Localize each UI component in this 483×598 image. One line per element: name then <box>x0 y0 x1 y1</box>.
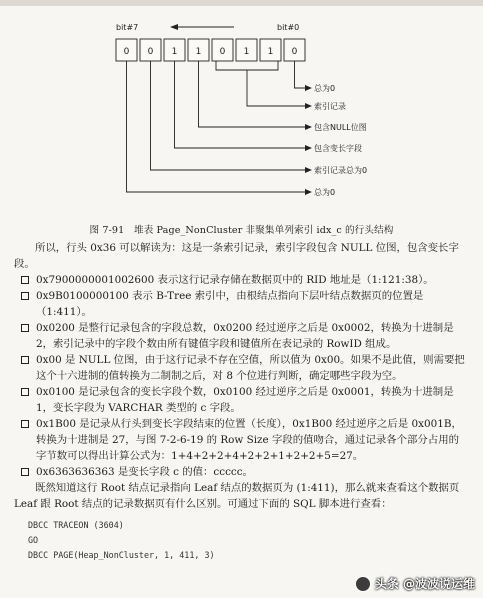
bit-cell-2 <box>236 39 257 61</box>
bit-cells <box>116 39 305 61</box>
code-line: GO <box>28 535 39 545</box>
code-line: DBCC PAGE(Heap_NonCluster, 1, 411, 3) <box>28 550 215 560</box>
checkbox-bullet-icon <box>21 388 29 396</box>
figure-caption: 图 7-91 堆表 Page_NonCluster 非聚集单列索引 idx_c 的行头结构 <box>89 225 394 236</box>
bullet-item <box>14 416 469 464</box>
label-bit0: 总为0 <box>314 84 336 93</box>
bit-cell-3 <box>212 39 233 61</box>
connector-bit6 <box>151 61 307 170</box>
watermark-text: 头条 @波波说运维 <box>374 577 475 591</box>
connector-arrowheads <box>305 85 312 195</box>
bit-cell-4 <box>188 39 209 61</box>
bit-cell-6 <box>140 39 161 61</box>
connector-bit5 <box>175 61 307 148</box>
label-bit7: 总为0 <box>314 188 336 197</box>
bullet-item <box>14 384 469 416</box>
bit-cell-7 <box>116 39 137 61</box>
label-bit4: 包含NULL位图 <box>314 123 367 132</box>
bullet-text: 0x9B0100000100 表示 B-Tree 索引中，由根结点指向下层叶结点数据页的位置是（1:411）。 <box>36 290 424 318</box>
bit-value-1: 1 <box>267 47 274 57</box>
body-text <box>14 240 469 563</box>
bullet-text: 0x0100 是记录包含的变长字段个数，0x0100 经过逆序之后是 0x0001，转换为十进制是 1，变长字段为 VARCHAR 类型的 c 字段。 <box>36 386 454 414</box>
bullet-item <box>14 320 469 352</box>
checkbox-bullet-icon <box>21 276 29 284</box>
bullet-text: 0x7900000001002600 表示这行记录存储在数据页中的 RID 地址是（1:121:38）。 <box>36 274 434 286</box>
bit-value-0: 0 <box>291 47 298 57</box>
checkbox-bullet-icon <box>21 468 29 476</box>
bullet-item <box>14 288 469 320</box>
checkbox-bullet-icon <box>21 292 29 300</box>
connector-bit0 <box>295 61 307 88</box>
bullet-text: 0x6363636363 是变长字段 c 的值：ccccc。 <box>36 466 253 478</box>
bit-value-7: 0 <box>123 47 130 57</box>
intro-paragraph: 所以，行头 0x36 可以解读为：这是一条索引记录，索引字段包含 NULL 位图，包含变长字段。 <box>14 242 459 270</box>
watermark <box>355 575 475 592</box>
sql-code-block <box>28 518 469 563</box>
bit7-label: bit#7 <box>116 23 139 32</box>
code-line: DBCC TRACEON (3604) <box>28 520 124 530</box>
bit-cell-5 <box>164 39 185 61</box>
bit-connectors <box>127 61 307 192</box>
bit-value-4: 1 <box>195 47 202 57</box>
bit-value-3: 0 <box>219 47 226 57</box>
label-bit5: 包含变长字段 <box>314 144 362 153</box>
checkbox-bullet-icon <box>21 324 29 332</box>
connector-bit7 <box>127 61 307 192</box>
checkbox-bullet-icon <box>21 356 29 364</box>
watermark-avatar-icon <box>355 576 371 592</box>
label-bits-1-3: 索引记录 <box>314 102 346 111</box>
bullet-text: 0x00 是 NULL 位图，由于这行记录不存在空值，所以值为 0x00。如果不是此值，则需要把这个十六进制的值转换为二制制之后，对 8 个位进行判断，确定哪些字段为空。 <box>36 354 465 382</box>
bullet-item <box>14 352 469 384</box>
bullet-item <box>14 272 469 288</box>
bit-value-2: 1 <box>243 47 250 57</box>
bullet-text: 0x1B00 是记录从行头到变长字段结束的位置（长度），0x1B00 经过逆序之后是 0x001B，转换为十进制是 27，与图 7-2-6-19 的 Row Size 字段的值吻合，通过记录各个部分占用的字节数可以得出计算公式为：1+4+2+2+4+2+2+1+2+2+5=27。 <box>36 418 462 462</box>
bullet-list <box>14 272 469 480</box>
direction-arrow-head <box>170 24 178 30</box>
row-header-bit-diagram <box>0 8 483 218</box>
bit-value-6: 0 <box>147 47 154 57</box>
connector-bit4 <box>199 61 307 127</box>
bit-cell-1 <box>260 39 281 61</box>
bullet-text: 0x0200 是整行记录包含的字段总数，0x0200 经过逆序之后是 0x0002，转换为十进制是 2，索引记录中的字段个数由所有键值字段和键值所在表记录的 RowID 组成。 <box>36 322 454 350</box>
connector-bits-1-3-bracket <box>216 61 278 70</box>
label-bit6: 索引记录总为0 <box>314 166 368 175</box>
bullet-item <box>14 464 469 480</box>
bit-cell-0 <box>284 39 305 61</box>
bit0-label: bit#0 <box>277 23 300 32</box>
outro-paragraph: 既然知道这行 Root 结点记录指向 Leaf 结点的数据页为 (1:411)，那么就来查看这个数据页 Leaf 跟 Root 结点的记录数据页有什么区别。可通过下面的 SQL 脚本进行查看： <box>14 482 460 510</box>
checkbox-bullet-icon <box>21 420 29 428</box>
top-edge <box>0 0 483 6</box>
bit-value-5: 1 <box>171 47 178 57</box>
